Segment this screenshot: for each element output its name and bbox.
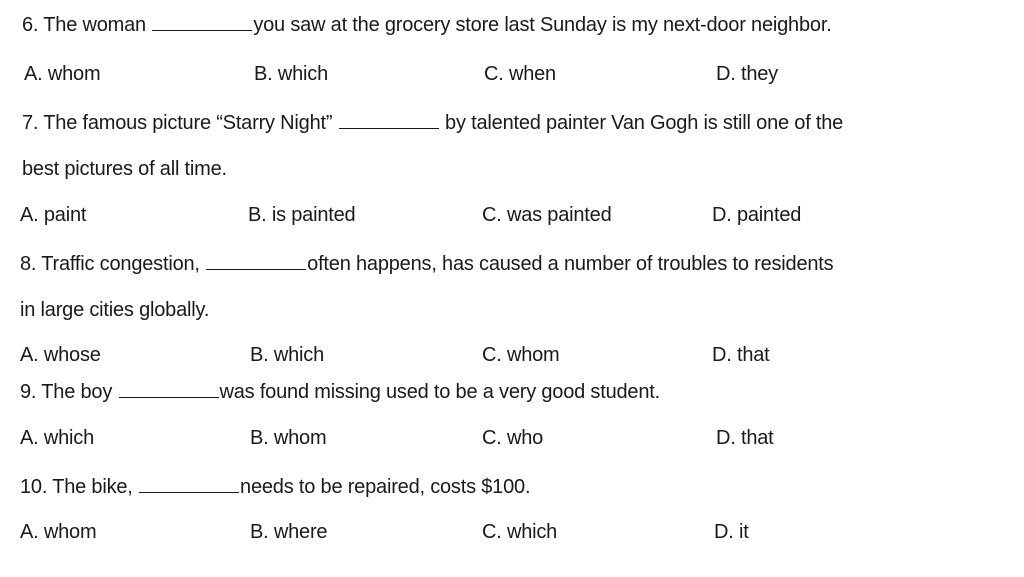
question-10-option-a: A. whom [20, 521, 97, 543]
question-7-stem [22, 110, 843, 135]
question-7-text-after: by talented painter Van Gogh is still one of the [439, 112, 844, 134]
question-7-text-before: 7. The famous picture “Starry Night” [22, 112, 338, 134]
question-9-text-before: 9. The boy [20, 381, 118, 403]
question-9-option-d: D. that [716, 427, 774, 449]
question-7-option-b: B. is painted [248, 204, 356, 226]
question-9-option-c: C. who [482, 427, 544, 449]
question-9-option-a: A. which [20, 427, 94, 449]
question-8-option-b: B. which [250, 344, 324, 366]
question-8-text-before: 8. Traffic congestion, [20, 253, 206, 275]
question-8-stem-line2: in large cities globally. [20, 299, 210, 321]
question-8-stem [20, 251, 833, 276]
question-6-text-before: 6. The woman [22, 14, 152, 36]
question-8-text-after: often happens, has caused a number of troubles to residents [307, 253, 834, 275]
question-10-option-c: C. which [482, 521, 558, 543]
question-8-option-c: C. whom [482, 344, 560, 366]
question-6-option-d: D. they [716, 63, 778, 85]
question-6-option-b: B. which [254, 63, 328, 85]
question-7-stem-line2: best pictures of all time. [22, 158, 227, 180]
question-6-text-after: you saw at the grocery store last Sunday is my next-door neighbor. [253, 14, 832, 36]
question-10-option-b: B. where [250, 521, 328, 543]
question-10-stem [20, 474, 530, 499]
question-6-option-a: A. whom [24, 63, 101, 85]
question-8-option-d: D. that [712, 344, 770, 366]
question-10-blank [139, 474, 239, 493]
question-7-blank [339, 110, 439, 129]
question-10-option-d: D. it [714, 521, 749, 543]
question-7-option-d: D. painted [712, 204, 802, 226]
question-6-blank [152, 12, 252, 31]
question-9-option-b: B. whom [250, 427, 327, 449]
question-9-stem [20, 379, 660, 404]
question-8-blank [206, 251, 306, 270]
question-7-option-c: C. was painted [482, 204, 612, 226]
question-9-text-after: was found missing used to be a very good student. [219, 381, 660, 403]
question-10-text-before: 10. The bike, [20, 476, 139, 498]
question-7-option-a: A. paint [20, 204, 87, 226]
question-9-blank [119, 379, 219, 398]
question-10-text-after: needs to be repaired, costs $100. [240, 476, 531, 498]
question-8-option-a: A. whose [20, 344, 101, 366]
question-6-stem [22, 12, 832, 37]
question-6-option-c: C. when [484, 63, 556, 85]
